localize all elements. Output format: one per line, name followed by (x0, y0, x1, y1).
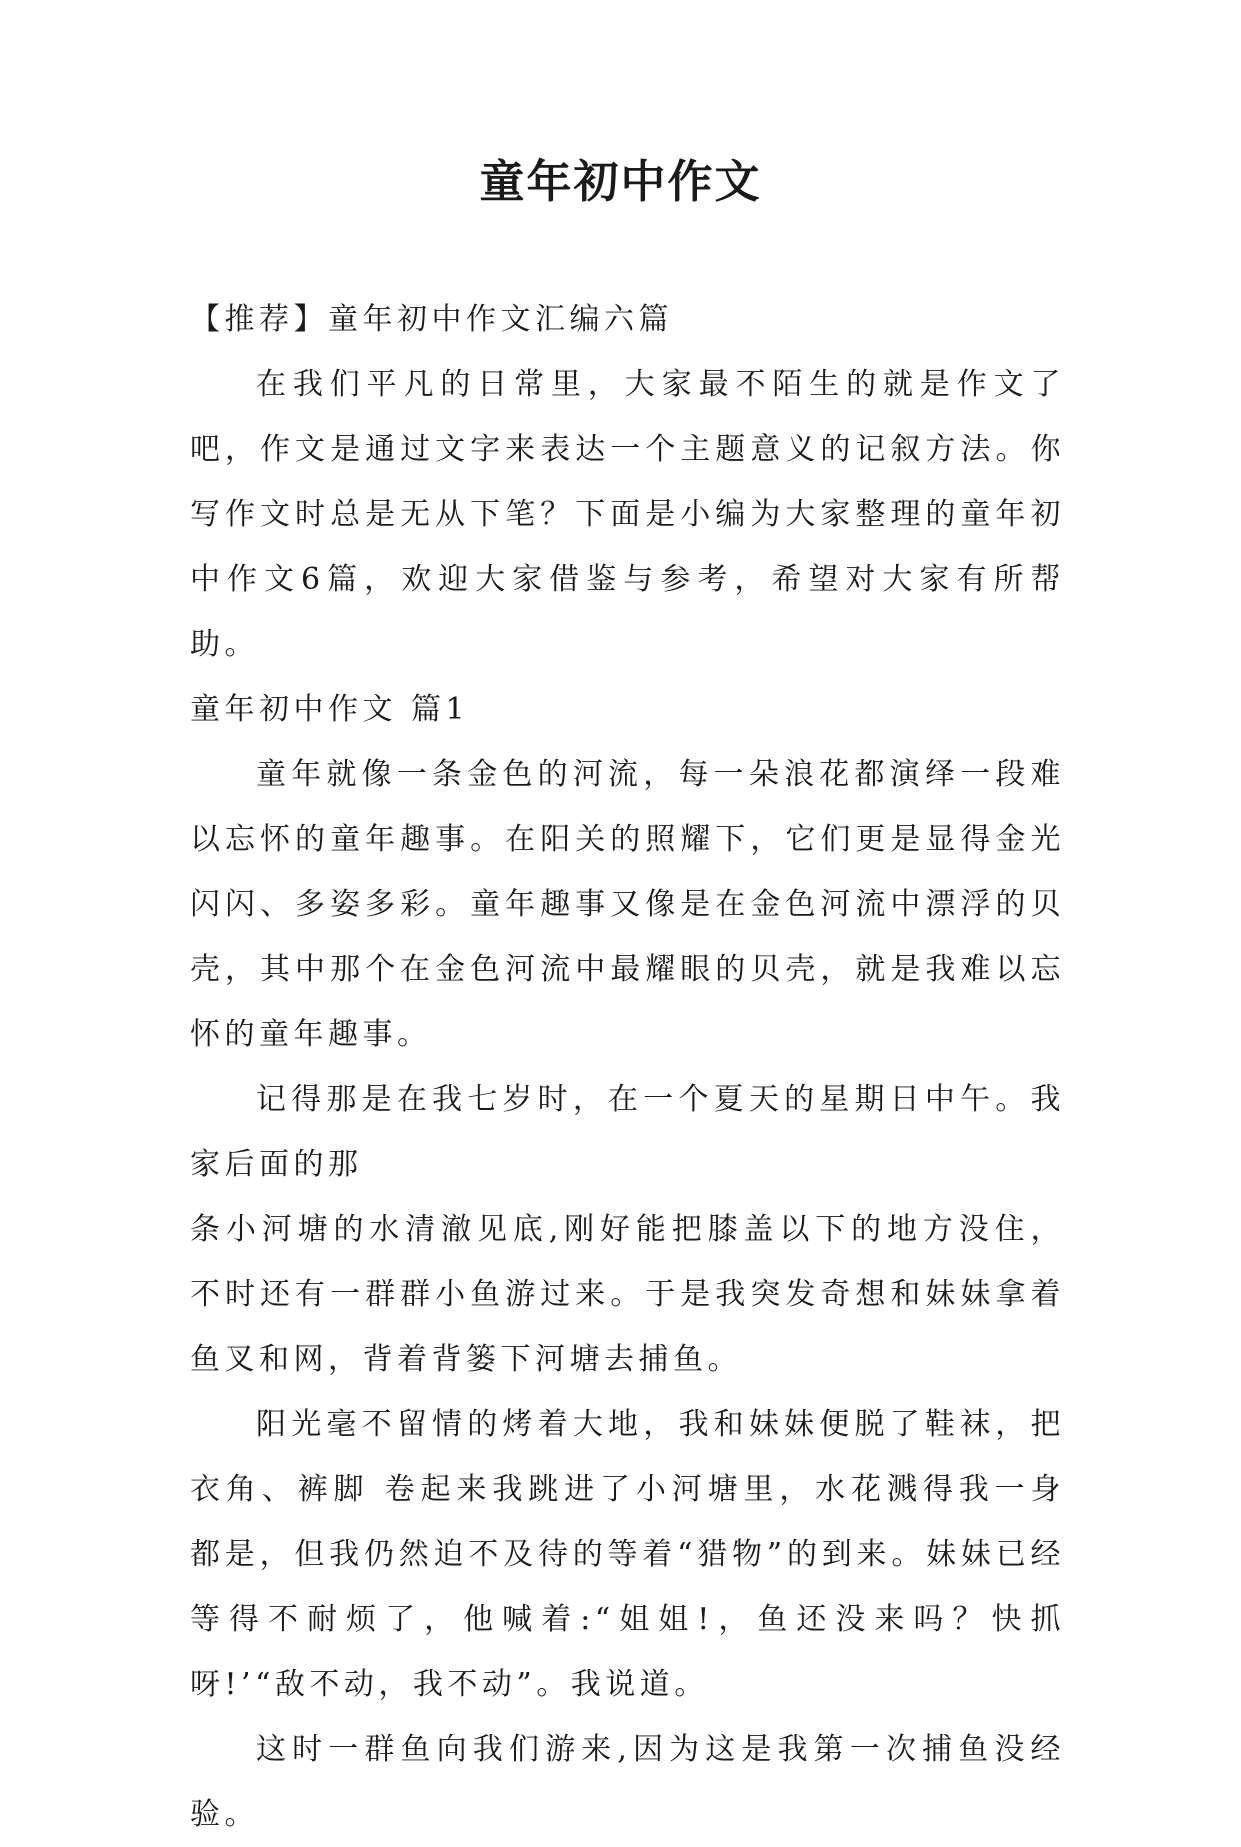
paragraph: 这时一群鱼向我们游来,因为这是我第一次捕鱼没经验。 (190, 1732, 1065, 1832)
paragraph: 童年就像一条金色的河流，每一朵浪花都演绎一段难以忘怀的童年趣事。在阳关的照耀下，它们更是显得金光闪闪、多姿多彩。童年趣事又像是在金色河流中漂浮的贝壳，其中那个在金色河流中最耀眼的贝壳，就是我难以忘怀的童年趣事。 (190, 757, 1065, 1052)
document-title: 童年初中作文 (479, 155, 762, 208)
section-heading: 童年初中作文 篇1 (190, 692, 470, 727)
document-subtitle: 【推荐】童年初中作文汇编六篇 (190, 302, 673, 337)
document-body (190, 287, 1065, 1847)
paragraph-intro: 在我们平凡的日常里，大家最不陌生的就是作文了吧，作文是通过文字来表达一个主题意义的记叙方法。你写作文时总是无从下笔？下面是小编为大家整理的童年初中作文6篇，欢迎大家借鉴与参考，希望对大家有所帮助。 (190, 367, 1065, 662)
paragraph: 记得那是在我七岁时，在一个夏天的星期日中午。我家后面的那 (190, 1082, 1065, 1182)
paragraph: 条小河塘的水清澈见底,刚好能把膝盖以下的地方没住，不时还有一群群小鱼游过来。于是我突发奇想和妹妹拿着鱼叉和网，背着背篓下河塘去捕鱼。 (190, 1212, 1065, 1377)
paragraph: 阳光毫不留情的烤着大地，我和妹妹便脱了鞋袜，把衣角、裤脚 卷起来我跳进了小河塘里，水花溅得我一身都是，但我仍然迫不及待的等着“猎物”的到来。妹妹已经等得不耐烦了，他喊着:“姐姐!，鱼还没来吗？快抓呀!’“敌不动，我不动”。我说道。 (190, 1407, 1065, 1702)
